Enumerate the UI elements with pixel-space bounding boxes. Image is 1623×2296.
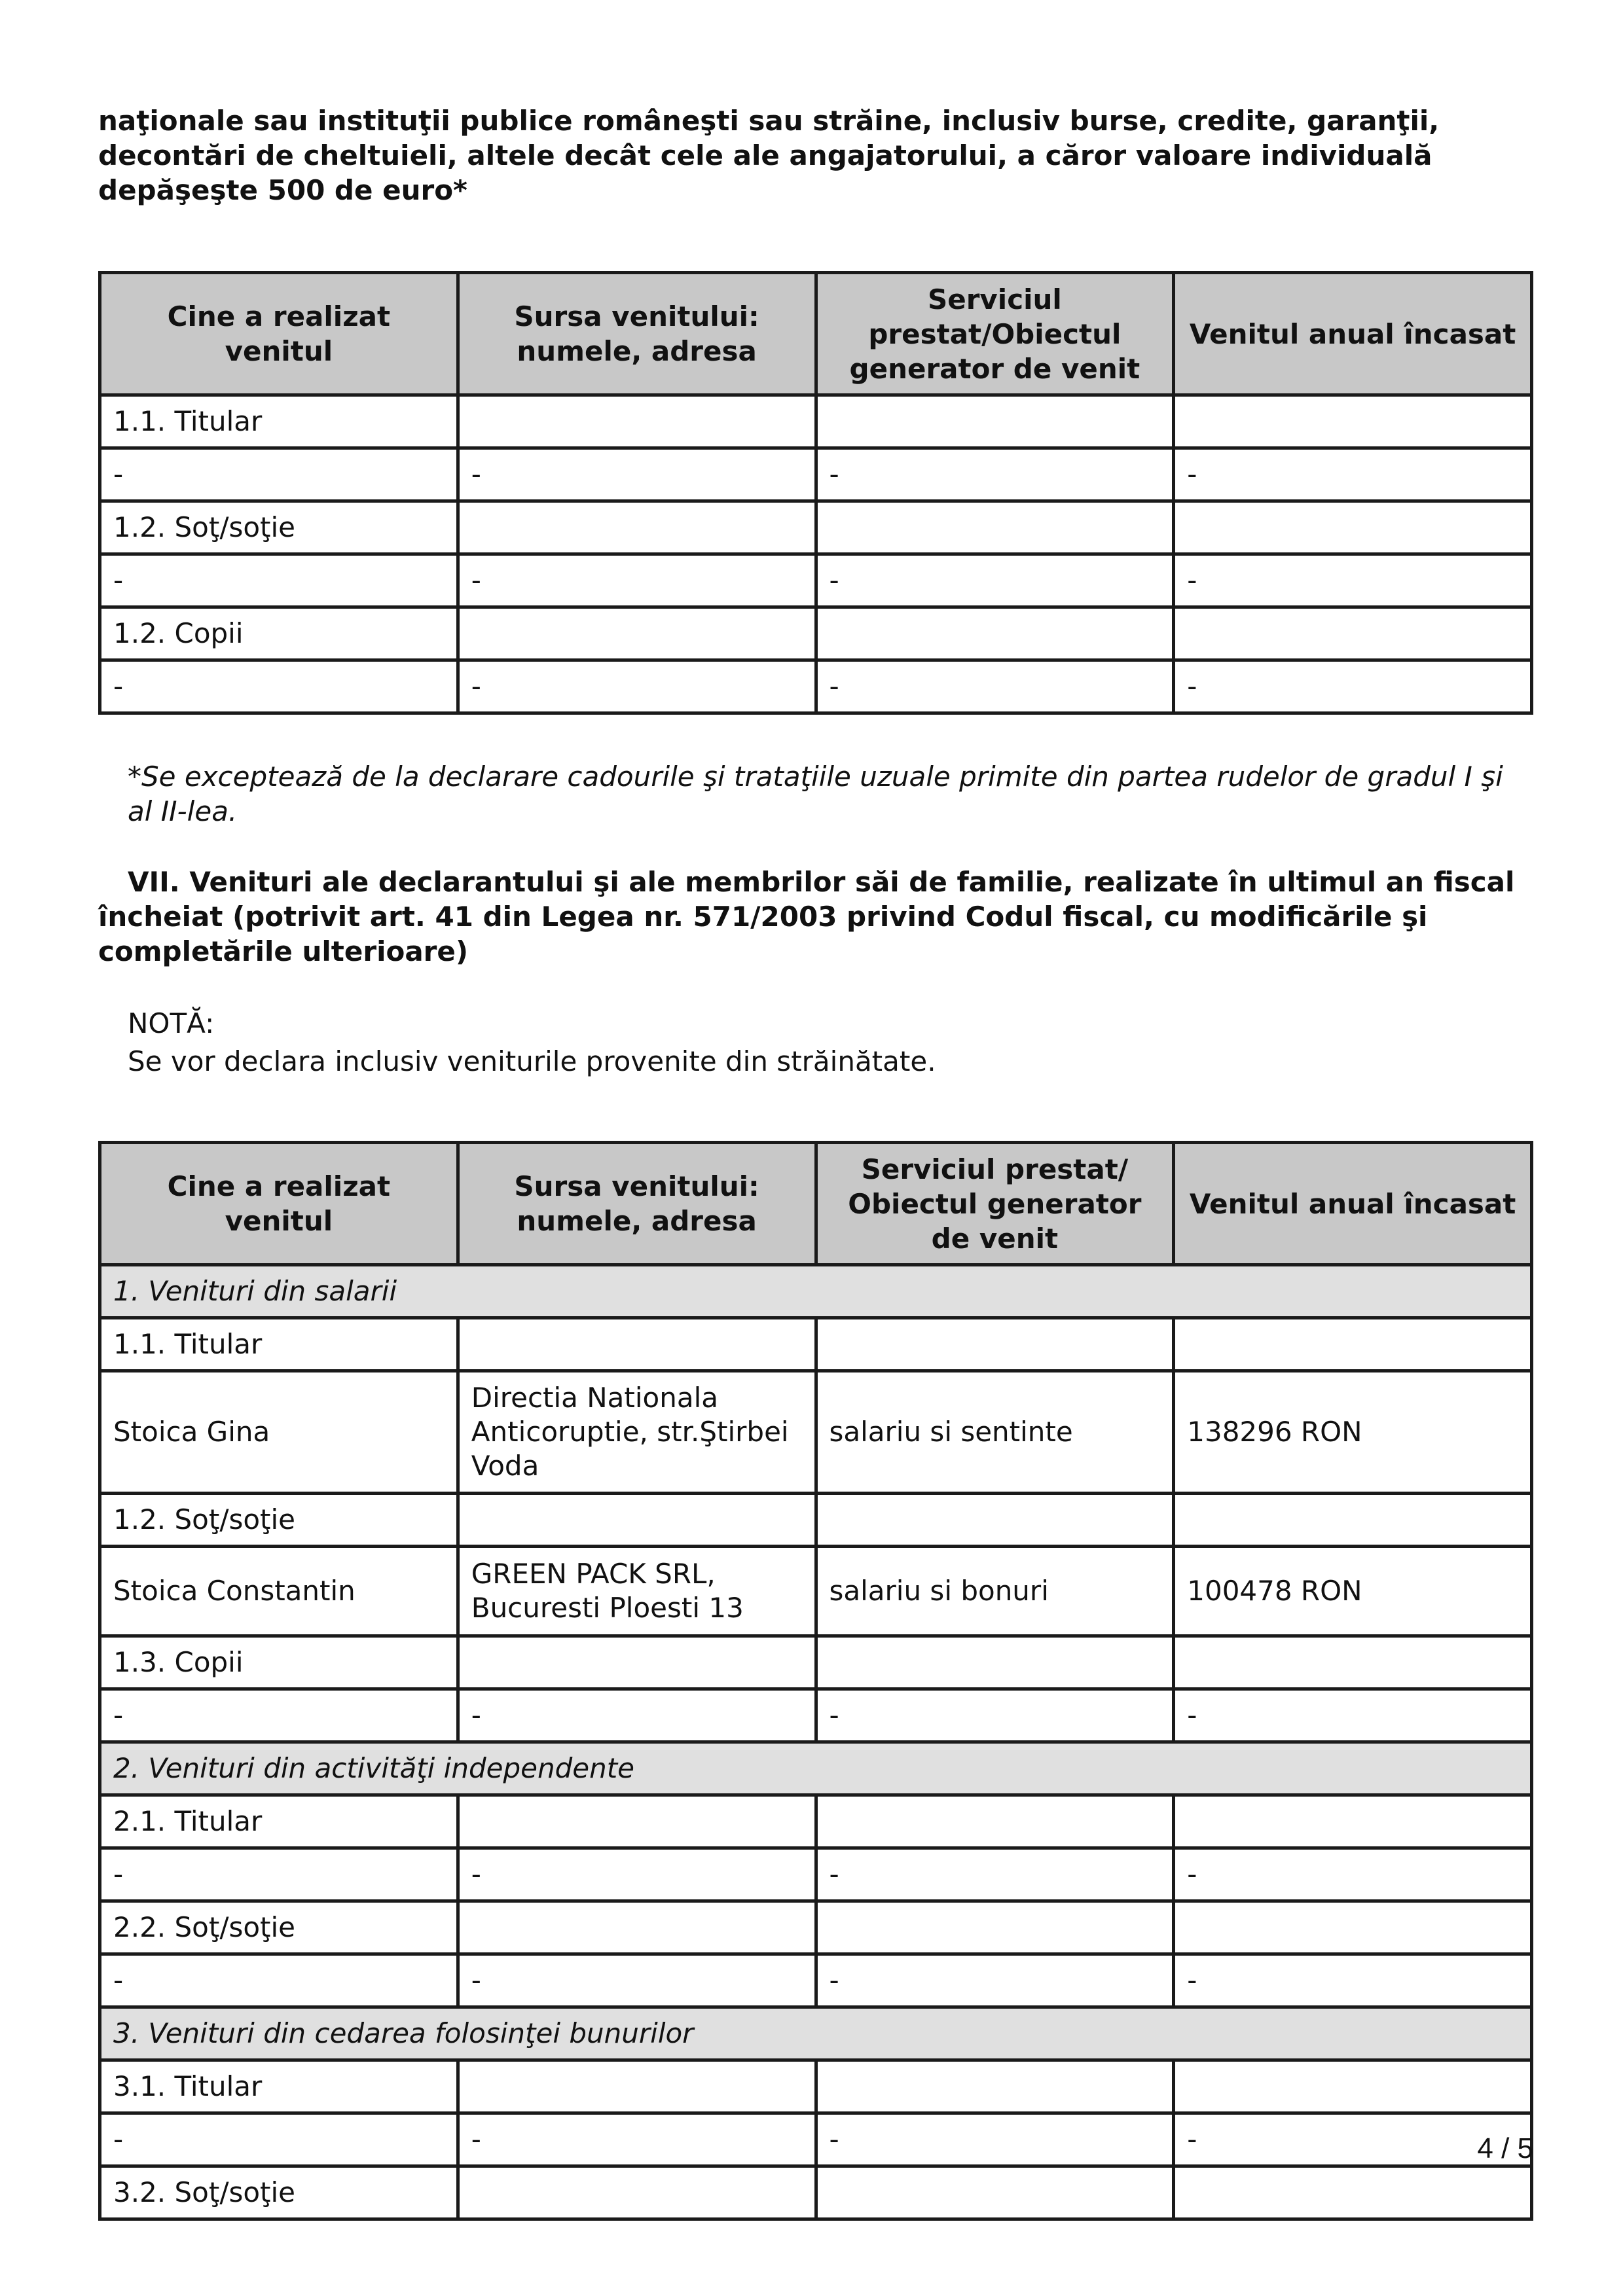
table-cell: [1174, 1494, 1532, 1547]
table-cell: -: [1174, 660, 1532, 713]
table-cell: [458, 607, 816, 660]
table-header-row: [100, 1143, 1532, 1265]
column-header: Venitul anual încasat: [1174, 1143, 1532, 1265]
table-cell: -: [458, 660, 816, 713]
table-cell: -: [1174, 1689, 1532, 1742]
table-cell: -: [816, 554, 1174, 607]
table-cell: -: [458, 1689, 816, 1742]
table-cell: [458, 395, 816, 448]
column-header: Venitul anual încasat: [1174, 273, 1532, 395]
column-header: Cine a realizat venitul: [100, 1143, 458, 1265]
table-row: [100, 1954, 1532, 2007]
table-cell: [816, 2166, 1174, 2219]
table-cell: [1174, 2060, 1532, 2113]
table-cell: -: [816, 2113, 1174, 2166]
table-cell: [816, 1636, 1174, 1689]
table-header-row: [100, 273, 1532, 395]
table-cell: -: [816, 448, 1174, 501]
table-cell: 1.2. Soţ/soţie: [100, 1494, 458, 1547]
table-cell: -: [816, 1689, 1174, 1742]
column-header: Serviciul prestat/ Obiectul generator de venit: [816, 1143, 1174, 1265]
table-cell: -: [816, 660, 1174, 713]
column-header: Serviciul prestat/Obiectul generator de venit: [816, 273, 1174, 395]
table-cell: [1174, 607, 1532, 660]
table-cell: [1174, 1795, 1532, 1848]
table-cell: [458, 1318, 816, 1371]
table-row: [100, 1547, 1532, 1636]
table-cell: -: [458, 448, 816, 501]
table-row: [100, 607, 1532, 660]
section-title: 1. Venituri din salarii: [100, 1265, 1532, 1318]
table-cell: [458, 2166, 816, 2219]
table-cell: [816, 1318, 1174, 1371]
table-row: [100, 501, 1532, 554]
table-cell: -: [1174, 1954, 1532, 2007]
table-cell: -: [1174, 2113, 1532, 2166]
section-title: 3. Venituri din cedarea folosinţei bunurilor: [100, 2007, 1532, 2060]
table-cell: [1174, 1901, 1532, 1954]
table-cell: 1.2. Soţ/soţie: [100, 501, 458, 554]
table-cell: 1.2. Copii: [100, 607, 458, 660]
table-row: [100, 1371, 1532, 1494]
column-header: Sursa venitului: numele, adresa: [458, 1143, 816, 1265]
table-cell: [458, 2060, 816, 2113]
table-cell: [458, 501, 816, 554]
table-cell: Directia Nationala Anticoruptie, str.Ştirbei Voda: [458, 1371, 816, 1494]
table-row: [100, 1795, 1532, 1848]
table-cell: [1174, 1318, 1532, 1371]
column-header: Sursa venitului: numele, adresa: [458, 273, 816, 395]
table-cell: -: [100, 448, 458, 501]
gifts-income-table: [98, 271, 1533, 715]
table-row: [100, 1901, 1532, 1954]
table-cell: 138296 RON: [1174, 1371, 1532, 1494]
table-cell: [458, 1636, 816, 1689]
table-row: [100, 2166, 1532, 2219]
table-row: [100, 2060, 1532, 2113]
table-cell: [816, 395, 1174, 448]
note-block: [128, 1005, 1533, 1081]
table-cell: [1174, 2166, 1532, 2219]
table-row: [100, 448, 1532, 501]
table-cell: 1.1. Titular: [100, 395, 458, 448]
table-cell: [816, 607, 1174, 660]
note-label: NOTĂ:: [128, 1007, 215, 1039]
table-cell: -: [100, 660, 458, 713]
table-cell: -: [458, 554, 816, 607]
table-cell: GREEN PACK SRL, Bucuresti Ploesti 13: [458, 1547, 816, 1636]
table-cell: 1.1. Titular: [100, 1318, 458, 1371]
table-cell: Stoica Constantin: [100, 1547, 458, 1636]
footnote: *Se exceptează de la declarare cadourile şi trataţiile uzuale primite din partea rudelor de gradul I şi al II-lea.: [128, 761, 1503, 827]
table-row: [100, 2113, 1532, 2166]
table-row: [100, 554, 1532, 607]
table-cell: [458, 1494, 816, 1547]
table-cell: [1174, 1636, 1532, 1689]
table-cell: -: [458, 1848, 816, 1901]
table-cell: Stoica Gina: [100, 1371, 458, 1494]
section-vii-title: VII. Venituri ale declarantului şi ale membrilor săi de familie, realizate în ultimul an fiscal încheiat (potrivit art. 41 din Legea nr. 571/2003 privind Codul fiscal, cu modificările şi completările ulterioare): [98, 866, 1515, 967]
section-row: [100, 2007, 1532, 2060]
table-cell: -: [100, 1848, 458, 1901]
table-cell: [1174, 501, 1532, 554]
table-cell: -: [1174, 1848, 1532, 1901]
table-cell: -: [100, 1954, 458, 2007]
intro-text: naţionale sau instituţii publice româneşti sau străine, inclusiv burse, credite, garanţii, decontări de cheltuieli, altele decât cele ale angajatorului, a căror valoare individuală depăşeşte 500 de euro*: [98, 105, 1440, 206]
table-cell: [1174, 395, 1532, 448]
table-cell: salariu si sentinte: [816, 1371, 1174, 1494]
table-cell: -: [816, 1848, 1174, 1901]
table-cell: [458, 1901, 816, 1954]
annual-income-table: [98, 1141, 1533, 2221]
table-cell: [816, 501, 1174, 554]
document-page: [98, 103, 1533, 2221]
page-number: 4 / 5: [1477, 2132, 1533, 2164]
table-cell: 100478 RON: [1174, 1547, 1532, 1636]
table-cell: [816, 1494, 1174, 1547]
table-cell: 2.2. Soţ/soţie: [100, 1901, 458, 1954]
table-cell: [816, 2060, 1174, 2113]
table-cell: 1.3. Copii: [100, 1636, 458, 1689]
table-cell: -: [100, 1689, 458, 1742]
table-row: [100, 1636, 1532, 1689]
table-cell: salariu si bonuri: [816, 1547, 1174, 1636]
table-row: [100, 395, 1532, 448]
table-cell: -: [458, 2113, 816, 2166]
table-row: [100, 1494, 1532, 1547]
table-cell: 3.2. Soţ/soţie: [100, 2166, 458, 2219]
section-row: [100, 1742, 1532, 1795]
table-cell: [816, 1901, 1174, 1954]
note-text: Se vor declara inclusiv veniturile provenite din străinătate.: [128, 1045, 936, 1077]
table-row: [100, 1848, 1532, 1901]
table-row: [100, 660, 1532, 713]
table-cell: [816, 1795, 1174, 1848]
table-cell: 3.1. Titular: [100, 2060, 458, 2113]
table-cell: -: [816, 1954, 1174, 2007]
table-row: [100, 1318, 1532, 1371]
table-cell: -: [458, 1954, 816, 2007]
table-cell: -: [1174, 448, 1532, 501]
section-row: [100, 1265, 1532, 1318]
table-cell: [458, 1795, 816, 1848]
table-cell: -: [100, 554, 458, 607]
table-cell: 2.1. Titular: [100, 1795, 458, 1848]
table-row: [100, 1689, 1532, 1742]
section-title: 2. Venituri din activităţi independente: [100, 1742, 1532, 1795]
table-cell: -: [1174, 554, 1532, 607]
column-header: Cine a realizat venitul: [100, 273, 458, 395]
table-cell: -: [100, 2113, 458, 2166]
